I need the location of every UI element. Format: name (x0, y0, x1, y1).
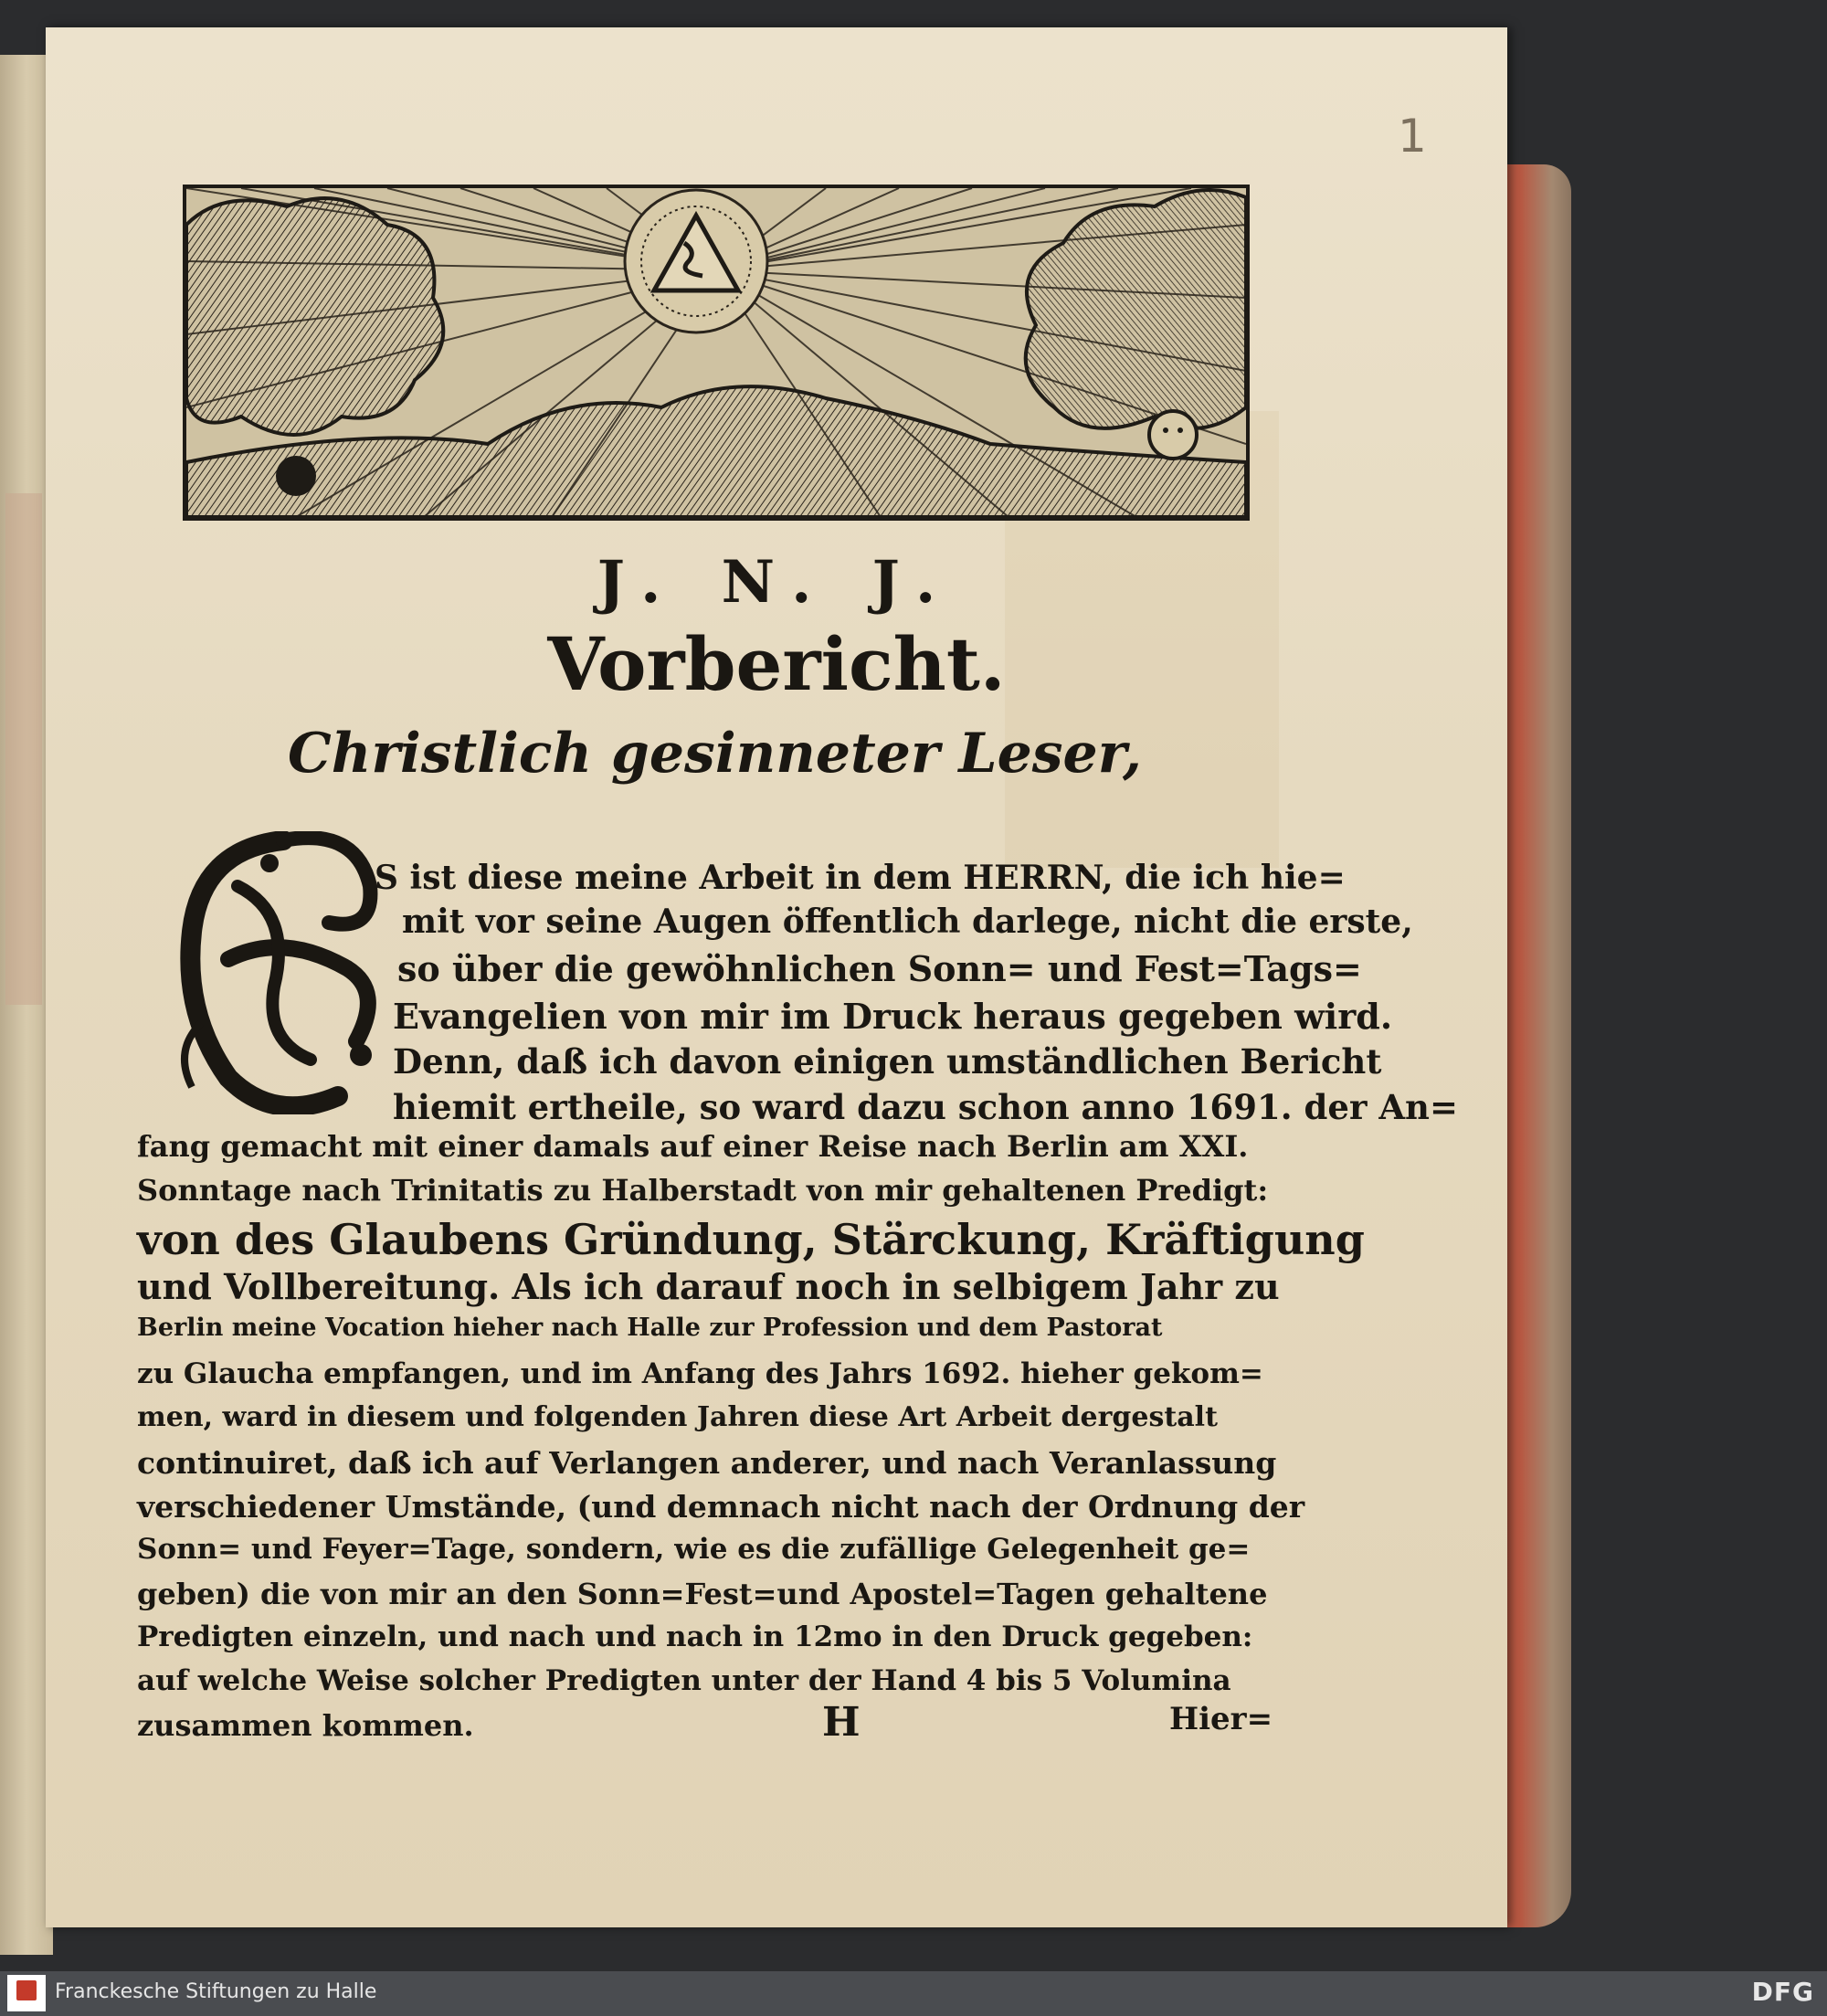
body-line: mit vor seine Augen öffentlich darlege, nicht die erste, (402, 902, 1413, 941)
book-page (46, 27, 1507, 1927)
body-line: verschiedener Umstände, (und demnach nicht nach der Ordnung der (137, 1489, 1305, 1525)
folio-mark: 1 (1398, 110, 1427, 163)
decorated-initial (174, 831, 393, 1114)
body-line: continuiret, daß ich auf Verlangen anderer, und nach Veranlassung (137, 1445, 1277, 1481)
body-line: geben) die von mir an den Sonn=Fest=und Apostel=Tagen gehaltene (137, 1577, 1268, 1611)
woodcut-illustration-icon (186, 188, 1246, 517)
body-line: Sonn= und Feyer=Tage, sondern, wie es die zufällige Gelegenheit ge= (137, 1533, 1251, 1566)
body-line: Berlin meine Vocation hieher nach Halle zur Profession und dem Pastorat (137, 1314, 1163, 1342)
body-line: hiemit ertheile, so ward dazu schon anno 1691. der An= (393, 1087, 1458, 1127)
body-line: Evangelien von mir im Druck heraus gegeben wird. (393, 996, 1393, 1037)
body-line: Predigten einzeln, und nach und nach in 12mo in den Druck gegeben: (137, 1620, 1253, 1653)
body-line: Sonntage nach Trinitatis zu Halberstadt von mir gehaltenen Predigt: (137, 1173, 1269, 1208)
body-line: zu Glaucha empfangen, und im Anfang des Jahrs 1692. hieher gekom= (137, 1357, 1263, 1390)
body-line: fang gemacht mit einer damals auf einer Reise nach Berlin am XXI. (137, 1129, 1249, 1164)
logo-mark-icon (16, 1980, 37, 2000)
body-line: zusammen kommen. (137, 1708, 474, 1743)
body-line: und Vollbereitung. Als ich darauf noch in selbigem Jahr zu (137, 1266, 1280, 1307)
institution-name: Franckesche Stiftungen zu Halle (55, 1980, 377, 2003)
viewer-footer-bar (0, 1971, 1827, 2016)
body-line: Denn, daß ich davon einigen umständlichen Bericht (393, 1041, 1382, 1082)
body-line: men, ward in diesem und folgenden Jahren diese Art Arbeit dergestalt (137, 1401, 1218, 1433)
page-heading: Vorbericht. (547, 621, 1006, 707)
invocation-line: J. N. J. (597, 548, 956, 617)
left-page-stamp-bleed (5, 493, 42, 1005)
body-line: auf welche Weise solcher Predigten unter der Hand 4 bis 5 Volumina (137, 1664, 1231, 1697)
salutation: Christlich gesinneter Leser, (288, 722, 1142, 786)
body-line: von des Glaubens Gründung, Stärckung, Kräftigung (137, 1215, 1365, 1264)
francke-foundation-logo-icon (7, 1975, 46, 2011)
body-line: S ist diese meine Arbeit in dem HERRN, die ich hie= (375, 859, 1346, 897)
woodcut-headpiece (183, 185, 1250, 521)
signature-mark: H (822, 1699, 861, 1746)
dfg-logo: DFG (1751, 1977, 1814, 2007)
body-line: so über die gewöhnlichen Sonn= und Fest=Tags= (397, 948, 1362, 989)
catchword: Hier= (1169, 1701, 1273, 1737)
